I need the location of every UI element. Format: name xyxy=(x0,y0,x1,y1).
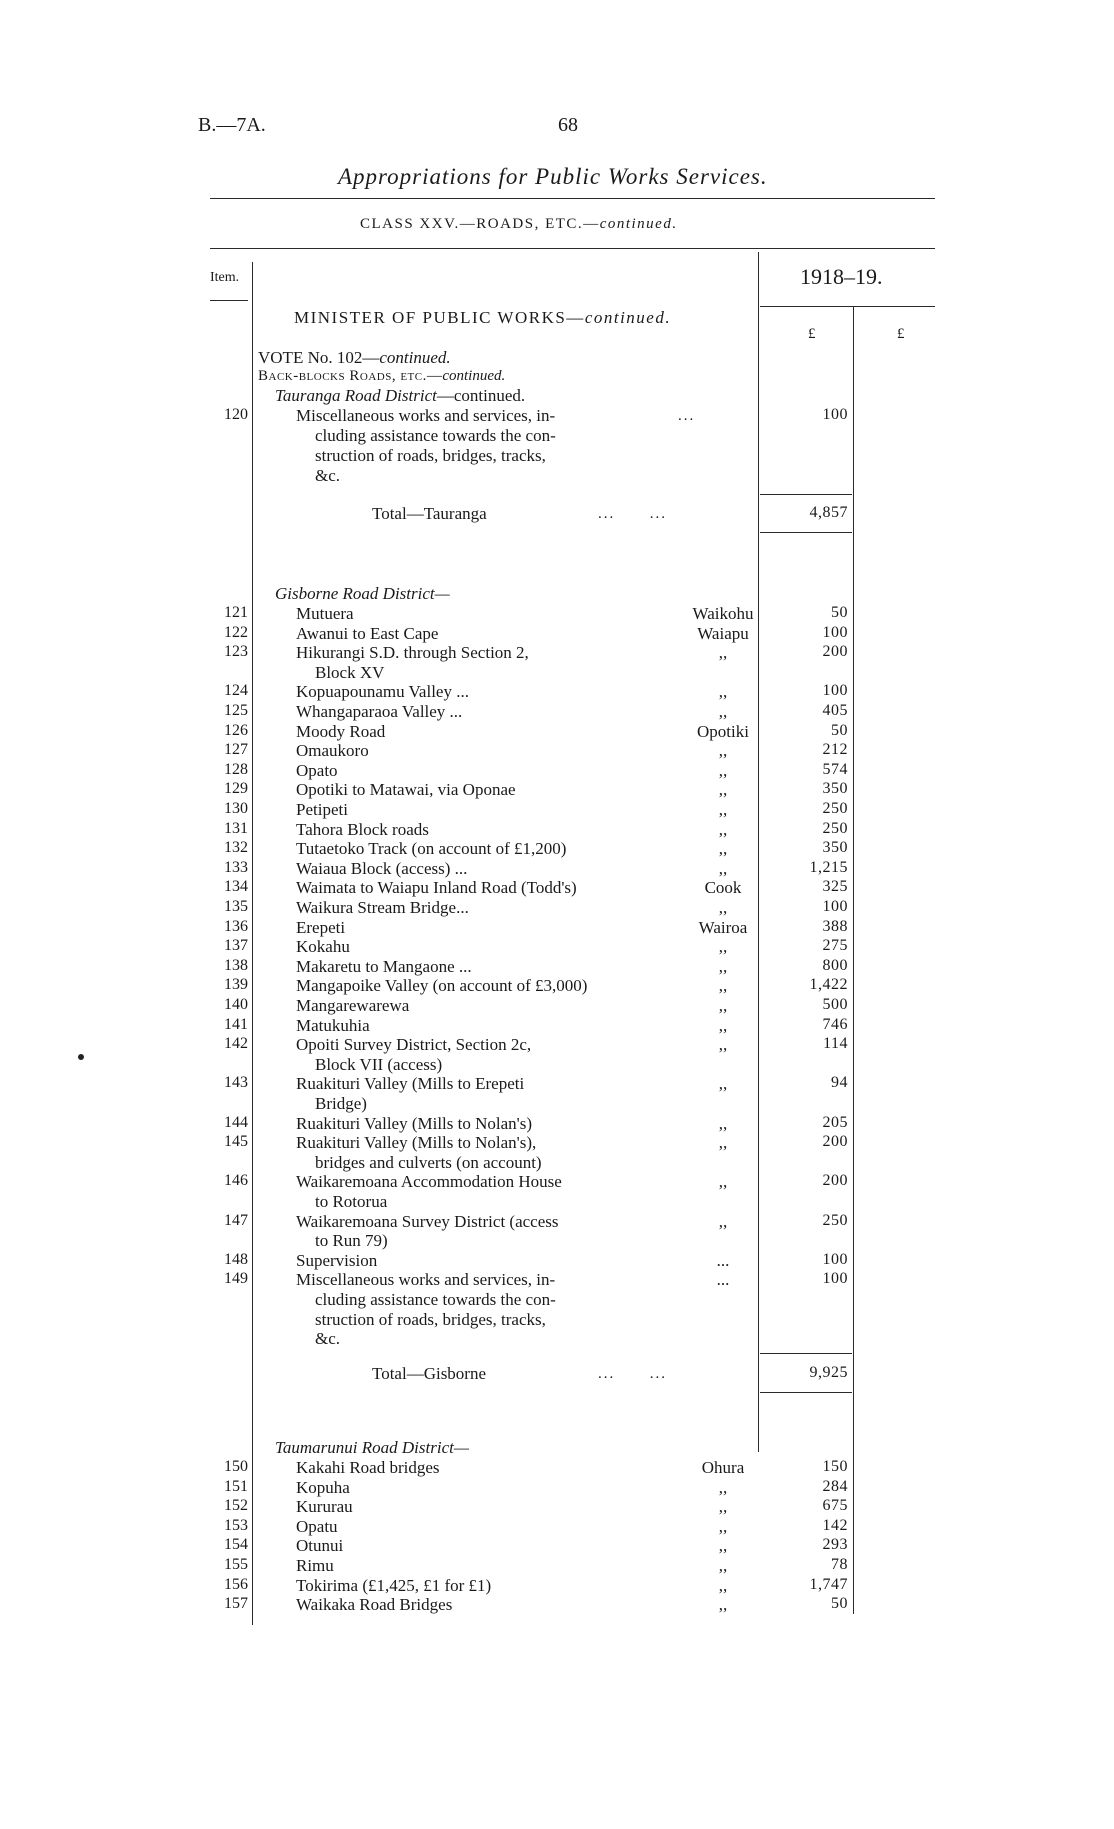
gisborne-row-amount: 200 xyxy=(822,643,848,661)
back-blocks-heading-suffix: continued. xyxy=(442,368,506,384)
gisborne-row-county: ,, xyxy=(718,780,728,800)
document-reference: B.—7A. xyxy=(198,114,266,136)
gisborne-row-description: Opoiti Survey District, Section 2c, xyxy=(296,1035,532,1055)
item-column-rule xyxy=(252,262,253,1622)
gisborne-row-item-number: 121 xyxy=(224,604,248,621)
gisborne-row-item-number: 123 xyxy=(224,643,248,661)
gisborne-row-description: Petipeti xyxy=(296,800,348,819)
year-column-header: 1918–19. xyxy=(800,264,883,289)
taumarunui-row-item-number: 151 xyxy=(224,1477,248,1495)
gisborne-row-county: Waikohu xyxy=(692,604,754,623)
gisborne-row-description: Waikura Stream Bridge... xyxy=(296,898,469,917)
gisborne-row-county: ,, xyxy=(718,1172,728,1192)
item-120-line-4: &c. xyxy=(315,466,341,485)
gisborne-row-county: Wairoa xyxy=(698,917,748,937)
gisborne-row-county: Opotiki xyxy=(697,721,749,741)
gisborne-row-amount: 250 xyxy=(822,800,848,817)
gisborne-row-description-cont: cluding assistance towards the con- xyxy=(315,1290,556,1309)
gisborne-row-item-number: 146 xyxy=(224,1172,248,1190)
gisborne-row-description: Waiaua Block (access) ... xyxy=(296,858,468,878)
gisborne-row-description: Kokahu xyxy=(296,937,350,957)
gisborne-row-description: Mangarewarewa xyxy=(296,996,410,1015)
gisborne-row-item-number: 143 xyxy=(224,1074,248,1092)
gisborne-row-description: Mangapoike Valley (on account of £3,000) xyxy=(296,976,588,996)
gisborne-row-item-number: 135 xyxy=(224,898,248,915)
gisborne-row-county: ,, xyxy=(718,1113,728,1133)
gisborne-row-item-number: 132 xyxy=(224,839,248,857)
gisborne-row-amount: 1,422 xyxy=(809,976,848,994)
gisborne-row-item-number: 138 xyxy=(224,956,248,974)
gisborne-row-description: Erepeti xyxy=(296,917,346,937)
gisborne-row-item-number: 141 xyxy=(224,1015,248,1033)
gisborne-row-county: ,, xyxy=(718,1211,728,1231)
gisborne-row-amount: 50 xyxy=(831,721,848,739)
item-120-number: 120 xyxy=(224,406,248,423)
class-heading xyxy=(360,216,678,233)
gisborne-row-amount: 388 xyxy=(822,917,848,935)
gisborne-row-county: ,, xyxy=(718,898,728,917)
gisborne-row-item-number: 137 xyxy=(224,937,248,955)
gisborne-row-item-number: 124 xyxy=(224,682,248,700)
taumarunui-row-description: Rimu xyxy=(296,1556,334,1575)
gisborne-row-county: ,, xyxy=(718,1133,728,1153)
gisborne-row-amount: 100 xyxy=(822,682,848,700)
taumarunui-row-amount: 293 xyxy=(822,1536,848,1554)
item-column-rule-lower xyxy=(252,1440,253,1625)
gisborne-row-amount: 350 xyxy=(822,839,848,857)
gisborne-row-description: Mutuera xyxy=(296,604,354,623)
gisborne-row-amount: 114 xyxy=(823,1035,848,1053)
gisborne-row-description-cont: Block XV xyxy=(315,662,385,682)
gisborne-row-description: Supervision xyxy=(296,1250,378,1270)
gisborne-total-label: Total—Gisborne xyxy=(372,1364,487,1383)
gisborne-row-county: ... xyxy=(716,1270,730,1290)
gisborne-row-item-number: 130 xyxy=(224,800,248,817)
gisborne-row-description: Waikaremoana Survey District (access xyxy=(296,1211,559,1231)
gisborne-row-amount: 250 xyxy=(822,819,848,837)
taumarunui-row-amount: 150 xyxy=(822,1458,848,1475)
gisborne-total-top-rule xyxy=(760,1353,852,1354)
gisborne-row-amount: 500 xyxy=(822,996,848,1013)
tauranga-total-top-rule xyxy=(760,494,852,495)
amount-column-rule xyxy=(853,306,854,1614)
gisborne-row-item-number: 131 xyxy=(224,819,248,837)
gisborne-heading: Gisborne Road District— xyxy=(275,584,450,603)
gisborne-row-item-number: 149 xyxy=(224,1270,248,1288)
gisborne-row-amount: 746 xyxy=(822,1015,848,1033)
gisborne-row-description: Hikurangi S.D. through Section 2, xyxy=(296,643,529,663)
taumarunui-row-item-number: 154 xyxy=(224,1536,248,1554)
gisborne-row-amount: 100 xyxy=(822,1250,848,1268)
item-header-rule xyxy=(210,300,248,301)
tauranga-total-bottom-rule xyxy=(760,532,852,533)
taumarunui-row-amount: 142 xyxy=(822,1516,848,1534)
gisborne-row-description-cont: Block VII (access) xyxy=(315,1054,443,1074)
back-blocks-heading xyxy=(258,368,505,385)
gisborne-row-description: Opotiki to Matawai, via Oponae xyxy=(296,780,516,800)
gisborne-row-county: ,, xyxy=(718,800,728,819)
gisborne-row-item-number: 122 xyxy=(224,623,248,641)
back-blocks-heading-prefix: Back-blocks Roads, etc.— xyxy=(258,368,443,384)
gisborne-row-amount: 212 xyxy=(822,741,848,759)
class-heading-prefix: CLASS XXV.—ROADS, ETC.— xyxy=(360,216,600,232)
minister-heading-prefix: MINISTER OF PUBLIC WORKS— xyxy=(294,308,585,327)
gisborne-row-county: Cook xyxy=(704,878,742,898)
gisborne-row-item-number: 133 xyxy=(224,858,248,876)
minister-heading-suffix: continued. xyxy=(584,308,672,327)
taumarunui-row-description: Otunui xyxy=(296,1536,344,1556)
taumarunui-row-item-number: 156 xyxy=(224,1575,248,1593)
vote-heading-prefix: VOTE No. 102— xyxy=(258,348,380,367)
gisborne-row-amount: 275 xyxy=(822,937,848,955)
year-header-rule xyxy=(760,306,935,307)
taumarunui-row-county: ,, xyxy=(718,1477,728,1497)
gisborne-row-county: ,, xyxy=(718,996,728,1015)
gisborne-row-county: ,, xyxy=(718,1015,728,1035)
gisborne-row-amount: 100 xyxy=(822,623,848,641)
gisborne-row-item-number: 145 xyxy=(224,1133,248,1151)
taumarunui-row-amount: 1,747 xyxy=(809,1575,848,1593)
gisborne-row-county: ,, xyxy=(718,839,728,859)
taumarunui-row-amount: 50 xyxy=(831,1595,848,1613)
pound-header-2: £ xyxy=(897,326,905,342)
taumarunui-row-description: Opatu xyxy=(296,1516,338,1536)
gisborne-total-bottom-rule xyxy=(760,1392,852,1393)
gisborne-row-amount: 94 xyxy=(831,1074,848,1092)
gisborne-row-description-cont: Bridge) xyxy=(315,1094,367,1113)
taumarunui-row-description: Tokirima (£1,425, £1 for £1) xyxy=(296,1575,492,1595)
gisborne-row-item-number: 142 xyxy=(224,1035,248,1053)
gisborne-row-county: ,, xyxy=(718,760,728,780)
gisborne-row-description: Waikaremoana Accommodation House xyxy=(296,1172,562,1192)
taumarunui-row-county: ,, xyxy=(718,1575,728,1595)
gisborne-row-description: Kopuapounamu Valley ... xyxy=(296,682,469,702)
taumarunui-row-item-number: 157 xyxy=(224,1595,248,1613)
margin-dot xyxy=(78,1054,84,1060)
tauranga-heading xyxy=(275,386,525,406)
gisborne-row-amount: 200 xyxy=(822,1172,848,1190)
gisborne-row-county: ,, xyxy=(718,1074,728,1094)
gisborne-total-amount: 9,925 xyxy=(809,1364,848,1381)
gisborne-row-description: Ruakituri Valley (Mills to Erepeti xyxy=(296,1074,525,1094)
taumarunui-row-item-number: 153 xyxy=(224,1516,248,1534)
taumarunui-row-county: ,, xyxy=(718,1536,728,1556)
gisborne-row-item-number: 129 xyxy=(224,780,248,798)
gisborne-row-item-number: 126 xyxy=(224,721,248,739)
taumarunui-row-item-number: 152 xyxy=(224,1497,248,1515)
gisborne-row-description: Omaukoro xyxy=(296,741,369,761)
taumarunui-heading: Taumarunui Road District— xyxy=(275,1438,469,1457)
gisborne-row-description: Ruakituri Valley (Mills to Nolan's), xyxy=(296,1133,537,1153)
taumarunui-row-description: Waikaka Road Bridges xyxy=(296,1595,453,1615)
taumarunui-row-amount: 675 xyxy=(822,1497,848,1515)
gisborne-row-description-cont: to Run 79) xyxy=(315,1231,388,1251)
gisborne-row-description: Makaretu to Mangaone ... xyxy=(296,956,472,976)
gisborne-row-county: ,, xyxy=(718,643,728,663)
gisborne-row-county: ,, xyxy=(718,858,728,878)
gisborne-row-description: Opato xyxy=(296,760,338,780)
gisborne-row-item-number: 127 xyxy=(224,741,248,759)
gisborne-row-description: Awanui to East Cape xyxy=(296,623,439,643)
vote-heading xyxy=(258,348,451,368)
gisborne-row-item-number: 139 xyxy=(224,976,248,994)
taumarunui-row-amount: 284 xyxy=(822,1477,848,1495)
taumarunui-row-county: ,, xyxy=(718,1516,728,1536)
gisborne-row-amount: 1,215 xyxy=(809,858,848,876)
gisborne-row-item-number: 125 xyxy=(224,702,248,719)
taumarunui-row-description: Kururau xyxy=(296,1497,353,1517)
gisborne-row-county: ,, xyxy=(718,937,728,957)
gisborne-row-description: Ruakituri Valley (Mills to Nolan's) xyxy=(296,1113,533,1133)
vote-heading-suffix: continued. xyxy=(379,348,451,367)
taumarunui-row-county: Ohura xyxy=(701,1458,745,1477)
gisborne-row-description: Tutaetoko Track (on account of £1,200) xyxy=(296,839,567,859)
tauranga-heading-suffix: —continued. xyxy=(436,386,526,405)
gisborne-row-amount: 200 xyxy=(822,1133,848,1151)
gisborne-row-county: ,, xyxy=(718,682,728,702)
gisborne-row-item-number: 140 xyxy=(224,996,248,1013)
gisborne-row-description-cont: to Rotorua xyxy=(315,1192,388,1211)
gisborne-row-description: Moody Road xyxy=(296,721,386,741)
gisborne-row-item-number: 144 xyxy=(224,1113,248,1131)
gisborne-row-amount: 205 xyxy=(822,1113,848,1131)
gisborne-row-description: Waimata to Waiapu Inland Road (Todd's) xyxy=(296,878,577,898)
gisborne-row-county: ,, xyxy=(718,702,728,721)
gisborne-total-leader: ... ... xyxy=(598,1366,667,1382)
gisborne-row-description: Tahora Block roads xyxy=(296,819,429,839)
gisborne-row-county: ,, xyxy=(718,956,728,976)
item-120-line-2: cluding assistance towards the con- xyxy=(315,426,556,445)
gisborne-row-item-number: 147 xyxy=(224,1211,248,1229)
gisborne-row-amount: 574 xyxy=(822,760,848,778)
tauranga-total-amount: 4,857 xyxy=(809,504,848,521)
minister-heading xyxy=(294,308,671,328)
tauranga-heading-label: Tauranga Road District xyxy=(275,386,437,405)
item-120-line-3: struction of roads, bridges, tracks, xyxy=(315,446,546,465)
gisborne-row-description-cont: &c. xyxy=(315,1329,341,1349)
gisborne-row-county: Waiapu xyxy=(697,623,749,643)
gisborne-row-item-number: 134 xyxy=(224,878,248,896)
gisborne-row-amount: 800 xyxy=(822,956,848,974)
gisborne-row-item-number: 148 xyxy=(224,1250,248,1268)
gisborne-row-county: ,, xyxy=(718,976,728,996)
gisborne-row-amount: 250 xyxy=(822,1211,848,1229)
tauranga-total-label: Total—Tauranga xyxy=(372,504,487,523)
gisborne-row-amount: 350 xyxy=(822,780,848,798)
gisborne-row-amount: 50 xyxy=(831,604,848,621)
item-120-line-1: Miscellaneous works and services, in- xyxy=(296,406,556,425)
page-number: 68 xyxy=(558,114,578,136)
gisborne-row-description: Miscellaneous works and services, in- xyxy=(296,1270,556,1290)
taumarunui-row-county: ,, xyxy=(718,1595,728,1615)
taumarunui-row-item-number: 150 xyxy=(224,1458,248,1475)
gisborne-row-county: ,, xyxy=(718,1035,728,1055)
gisborne-row-county: ,, xyxy=(718,819,728,839)
gisborne-row-amount: 100 xyxy=(822,1270,848,1288)
gisborne-row-item-number: 128 xyxy=(224,760,248,778)
title-rule xyxy=(210,198,935,199)
gisborne-row-description: Matukuhia xyxy=(296,1015,370,1035)
class-heading-suffix: continued. xyxy=(599,216,678,232)
gisborne-row-amount: 100 xyxy=(822,898,848,915)
page-title: Appropriations for Public Works Services. xyxy=(338,164,768,189)
gisborne-row-item-number: 136 xyxy=(224,917,248,935)
taumarunui-row-description: Kopuha xyxy=(296,1477,350,1497)
tauranga-total-leader: ... ... xyxy=(598,506,667,522)
taumarunui-row-item-number: 155 xyxy=(224,1556,248,1573)
gisborne-row-county: ... xyxy=(716,1250,730,1270)
table-top-rule xyxy=(210,248,935,249)
gisborne-row-description-cont: struction of roads, bridges, tracks, xyxy=(315,1309,546,1329)
taumarunui-row-county: ,, xyxy=(718,1556,728,1575)
item-column-header: Item. xyxy=(210,270,240,285)
gisborne-row-amount: 405 xyxy=(822,702,848,719)
gisborne-row-county: ,, xyxy=(718,741,728,761)
gisborne-row-amount: 325 xyxy=(822,878,848,896)
taumarunui-row-description: Kakahi Road bridges xyxy=(296,1458,440,1477)
taumarunui-row-county: ,, xyxy=(718,1497,728,1517)
item-120-leader: ... xyxy=(678,408,696,424)
gisborne-row-description: Whangaparaoa Valley ... xyxy=(296,702,463,721)
item-120-amount: 100 xyxy=(822,406,848,423)
pound-header-1: £ xyxy=(808,326,816,342)
gisborne-row-description-cont: bridges and culverts (on account) xyxy=(315,1152,542,1172)
taumarunui-row-amount: 78 xyxy=(831,1556,848,1573)
